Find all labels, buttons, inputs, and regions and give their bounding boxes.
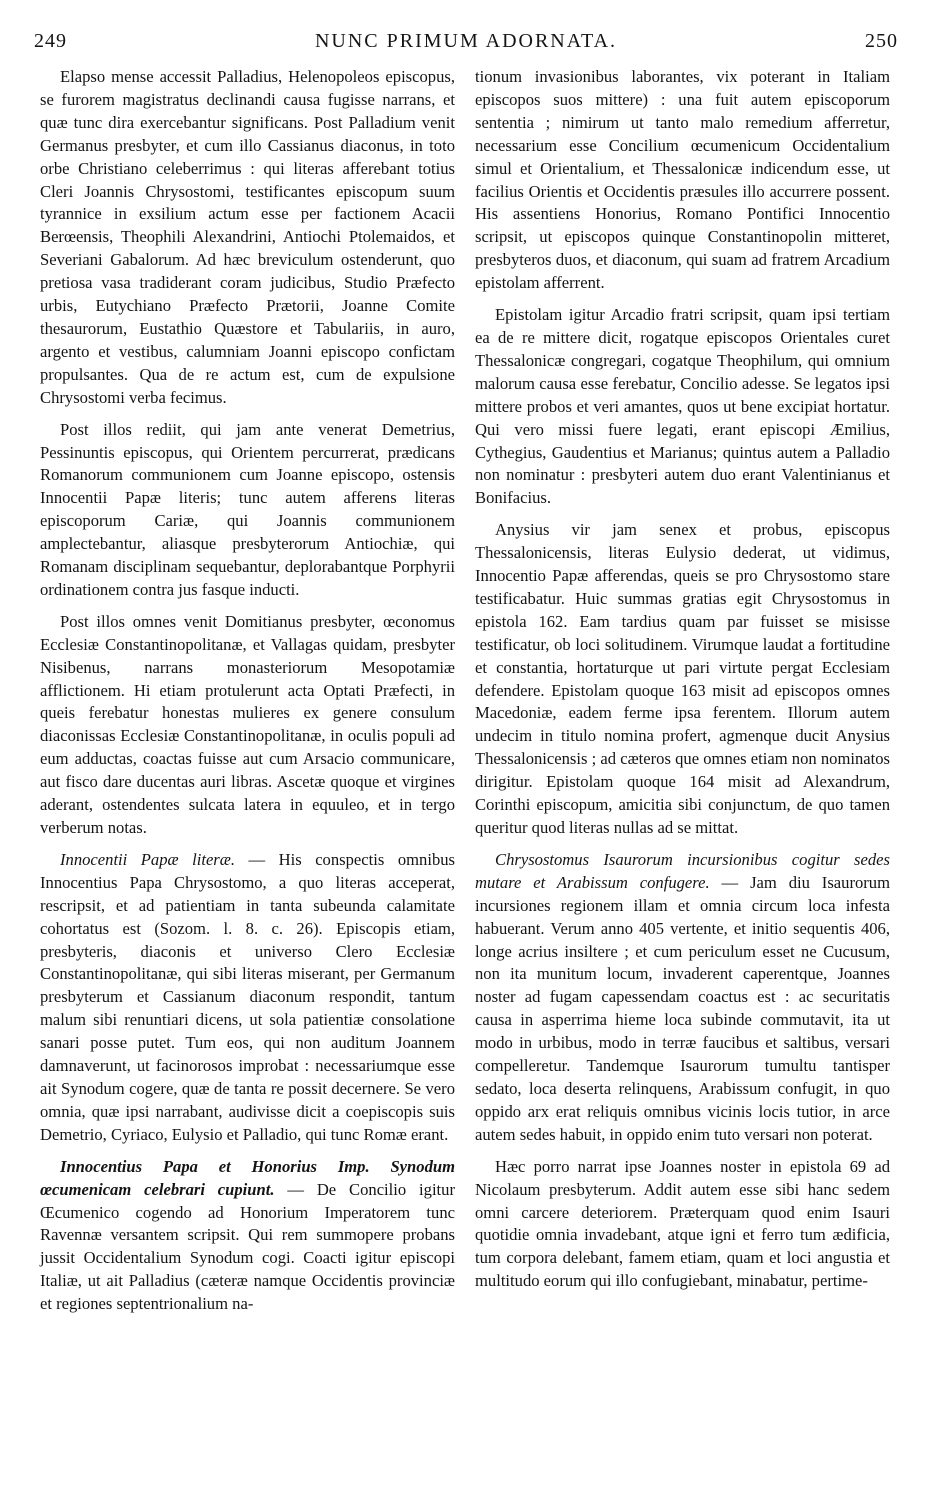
paragraph — [475, 849, 890, 1147]
page-number-left: 249 — [34, 30, 67, 52]
paragraph-text: Hæc porro narrat ipse Joannes noster in epistola 69 ad Nicolaum presbyterum. Addit autem esse sibi hanc sedem omni carcere deteriorem. Præterquam quod enim Isauri quotidie omnia invadebant, atque igni et ferro tum ædificia, tum corpora delebant, famem etiam, quam et loci angustia et multitudo eorum qui illo confugiebant, minabatur, pertime- — [475, 1156, 890, 1291]
paragraph — [40, 419, 455, 602]
paragraph-text: His conspectis omnibus Innocentius Papa Chrysostomo, a quo literas acceperat, rescripsit, et ad patientiam in tanta subeunda calamitate cohortatus est (Sozom. l. 8. c. 26). Episcopis etiam, presbyteris, diaconis et universo Clero Ecclesiæ Constantinopolitanæ, qui sibi literas miserant, per Germanum presbyterum et Cassianum diaconum respondit, tantum malum sibi renuntiari dicens, ut sola patientiæ consolatione sanari posse putet. Tum eos, qui non auditum Joannem damnaverunt, ut facinorosos improbat : necessariumque esse ait Synodum cogere, quæ de tanta re possit decernere. Se vero omnia, quæ ipsi narrabant, audivisse dicit a coepiscopis suis Demetrio, Cyriaco, Eulysio et Palladio, qui tunc Romæ erant. — [40, 849, 455, 1144]
paragraph-text: Jam diu Isaurorum incursiones regionem illam et omnia circum loca infesta habuerant. Verum anno 405 vertente, et initio sequentis 406, longe acrius insiltere ; et cum periculum esset ne Cucusum, non ita munitum locum, invaderent caperentque, Joannes noster ad fugam capessendam coactus est : ac securitatis causa in asperrima hieme loca subinde commutavit, ita ut modo in urbibus, modo in terræ faucibus et saltibus, versari compelleretur. Tandemque Isaurorum tumultu tantisper sedato, loca deserta relinquens, Arabissum confugit, in quo oppido arx erat reliquis omnibus vicinis locis tutior, in arce autem sedes habuit, in oppido enim tuto versari non poterat. — [475, 872, 890, 1144]
paragraph-text: Elapso mense accessit Palladius, Helenopoleos episcopus, se furorem magistratus declinandi causa fugisse narrans, et quæ tunc dira exercebantur significans. Post Palladium venit Germanus presbyter, et cum illo Cassianus diaconus, in toto orbe Christiano celeberrimus : qui literas afferebant totius Cleri Joannis Chrysostomi, testificantes episcopum suum tyrannice in exsilium actum esse per factionem Acacii Berœensis, Theophili Alexandrini, Antiochi Ptolemaidos, et Severiani Gabalorum. Ad hæc breviculum ostenderunt, quo pretiosa vasa tradiderant coram judicibus, Studio Præfecto urbis, Eutychiano Præfecto Prætorii, Joanne Comite thesaurorum, Eustathio Quæstore et Tabulariis, in auro, argento et vestibus, calumniam Joanni episcopo confictam propulsantes. Qua de re actum est, cum de expulsione Chrysostomi verba fecimus. — [40, 67, 455, 407]
paragraph — [475, 1156, 890, 1293]
running-title: NUNC PRIMUM ADORNATA. — [314, 30, 618, 52]
paragraph — [475, 519, 890, 840]
left-column — [40, 66, 455, 1325]
paragraph-text: Post illos rediit, qui jam ante venerat Demetrius, Pessinuntis episcopus, qui Orientem percurrerat, prædicans Romanorum communionem cum Joanne episcopo, ostensis Innocentii Papæ literis; tunc autem afferens literas episcoporum Cariæ, qui Joannis communionem amplectebantur, aliasque presbyterorum Antiochiæ, qui Romanam disciplinam sequebantur, deplorabantque Porphyrii ordinationem contra jus fasque inducti. — [40, 419, 455, 599]
paragraph-text: De Concilio igitur Œcumenico cogendo ad Honorium Imperatorem tunc Ravennæ versantem scripsit. Qui rem summopere probans jussit Occidentalium Synodum cogi. Coacti igitur episcopi Italiæ, ut ait Palladius (cæteræ namque Occidentis provinciæ et regiones septentrionalium na- — [40, 1179, 455, 1314]
page-number-right: 250 — [865, 30, 898, 52]
paragraph — [40, 611, 455, 840]
paragraph-text: Epistolam igitur Arcadio fratri scripsit, quam ipsi tertiam ea de re mittere dicit, rogatque episcopos Orientales curet Thessalonicæ congregari, cogatque Theophilum, qui omnium malorum causa esse ferebatur, Concilio adesse. Se legatos ipsi mittere probos et veri amantes, quos ut bene excipiat hortatur. Qui vero missi fuere legati, erant episcopi Æmilius, Cythegius, Gaudentius et Marianus; quintus autem a Palladio non nominatur : presbyteri autem duo erant Valentinianus et Bonifacius. — [475, 305, 890, 508]
heading-dash: — — [709, 872, 751, 892]
paragraph — [475, 66, 890, 295]
paragraph — [475, 304, 890, 510]
paragraph-text: tionum invasionibus laborantes, vix poterant in Italiam episcopos suos mittere) : una fuit autem episcoporum sententia ; nimirum ut tanto malo remedium afferretur, necessarium esse Concilium œcumenicum Occidentalium simul et Orientalium, et Thessalonicæ indicendum esse, ut facilius Orientis et Occidentis præsules illo accurrere possent. His assentiens Honorius, Romano Pontifici Innocentio scripsit, ut episcopos quinque Constantinopolin mitteret, presbyteros duos, et diaconum, qui suam ad fratrem Arcadium epistolam afferrent. — [475, 67, 890, 293]
heading-dash: — — [234, 849, 279, 869]
section-heading: Innocentius Papa et Honorius Imp. Synodum œcumenicam celebrari cupiunt. — [40, 1156, 455, 1199]
section-heading: Innocentii Papæ literæ. — [60, 849, 235, 869]
paragraph-text: Post illos omnes venit Domitianus presbyter, œconomus Ecclesiæ Constantinopolitanæ, et Vallagas quidam, presbyter Nisibenus, narrans monasteriorum Mesopotamiæ afflictionem. Hi etiam protulerunt acta Optati Præfecti, in queis ferebatur honestas mulieres ex genere consulum diaconissas Ecclesiæ Constantinopolitanæ, in oculis populi ad eum adductas, coactas fuisse aut cum Arsacio communicare, aut fisco dare ducentas auri libras. Ascetæ quoque et virgines aderant, ostendentes sulcata latera in equuleo, et in tergo verberum notas. — [40, 611, 455, 837]
paragraph — [40, 66, 455, 410]
heading-dash: — — [274, 1179, 317, 1199]
page-header — [34, 30, 898, 58]
paragraph — [40, 849, 455, 1147]
right-column — [475, 66, 890, 1302]
paragraph — [40, 1156, 455, 1316]
section-heading: Chrysostomus Isaurorum incursionibus cogitur sedes mutare et Arabissum confugere. — [475, 849, 890, 892]
paragraph-text: Anysius vir jam senex et probus, episcopus Thessalonicensis, literas Eulysio dederat, ut vidimus, Innocentio Papæ afferendas, queis se pro Chrysostomo stare testificabatur. Huic summas gratias egit Chrysostomus in epistola 162. Eam tardius quam par fuisset se misisse testificatur, ob loci solitudinem. Virumque laudat a fortitudine et constantia, hortaturque ut pari virtute pergat Ecclesiam defendere. Epistolam quoque 163 misit ad episcopos omnes Macedoniæ, eadem ferme ipsa ferentem. Illorum autem undecim in titulo nomina profert, agmenque ducit Anysius Thessalonicensis ; ad cæteros que omnes etiam non nominatos dirigitur. Epistolam quoque 164 misit ad Alexandrum, Corinthi episcopum, amicitia sibi conjunctum, de quo tamen queritur quod literas nullas ad se mittat. — [475, 520, 890, 837]
